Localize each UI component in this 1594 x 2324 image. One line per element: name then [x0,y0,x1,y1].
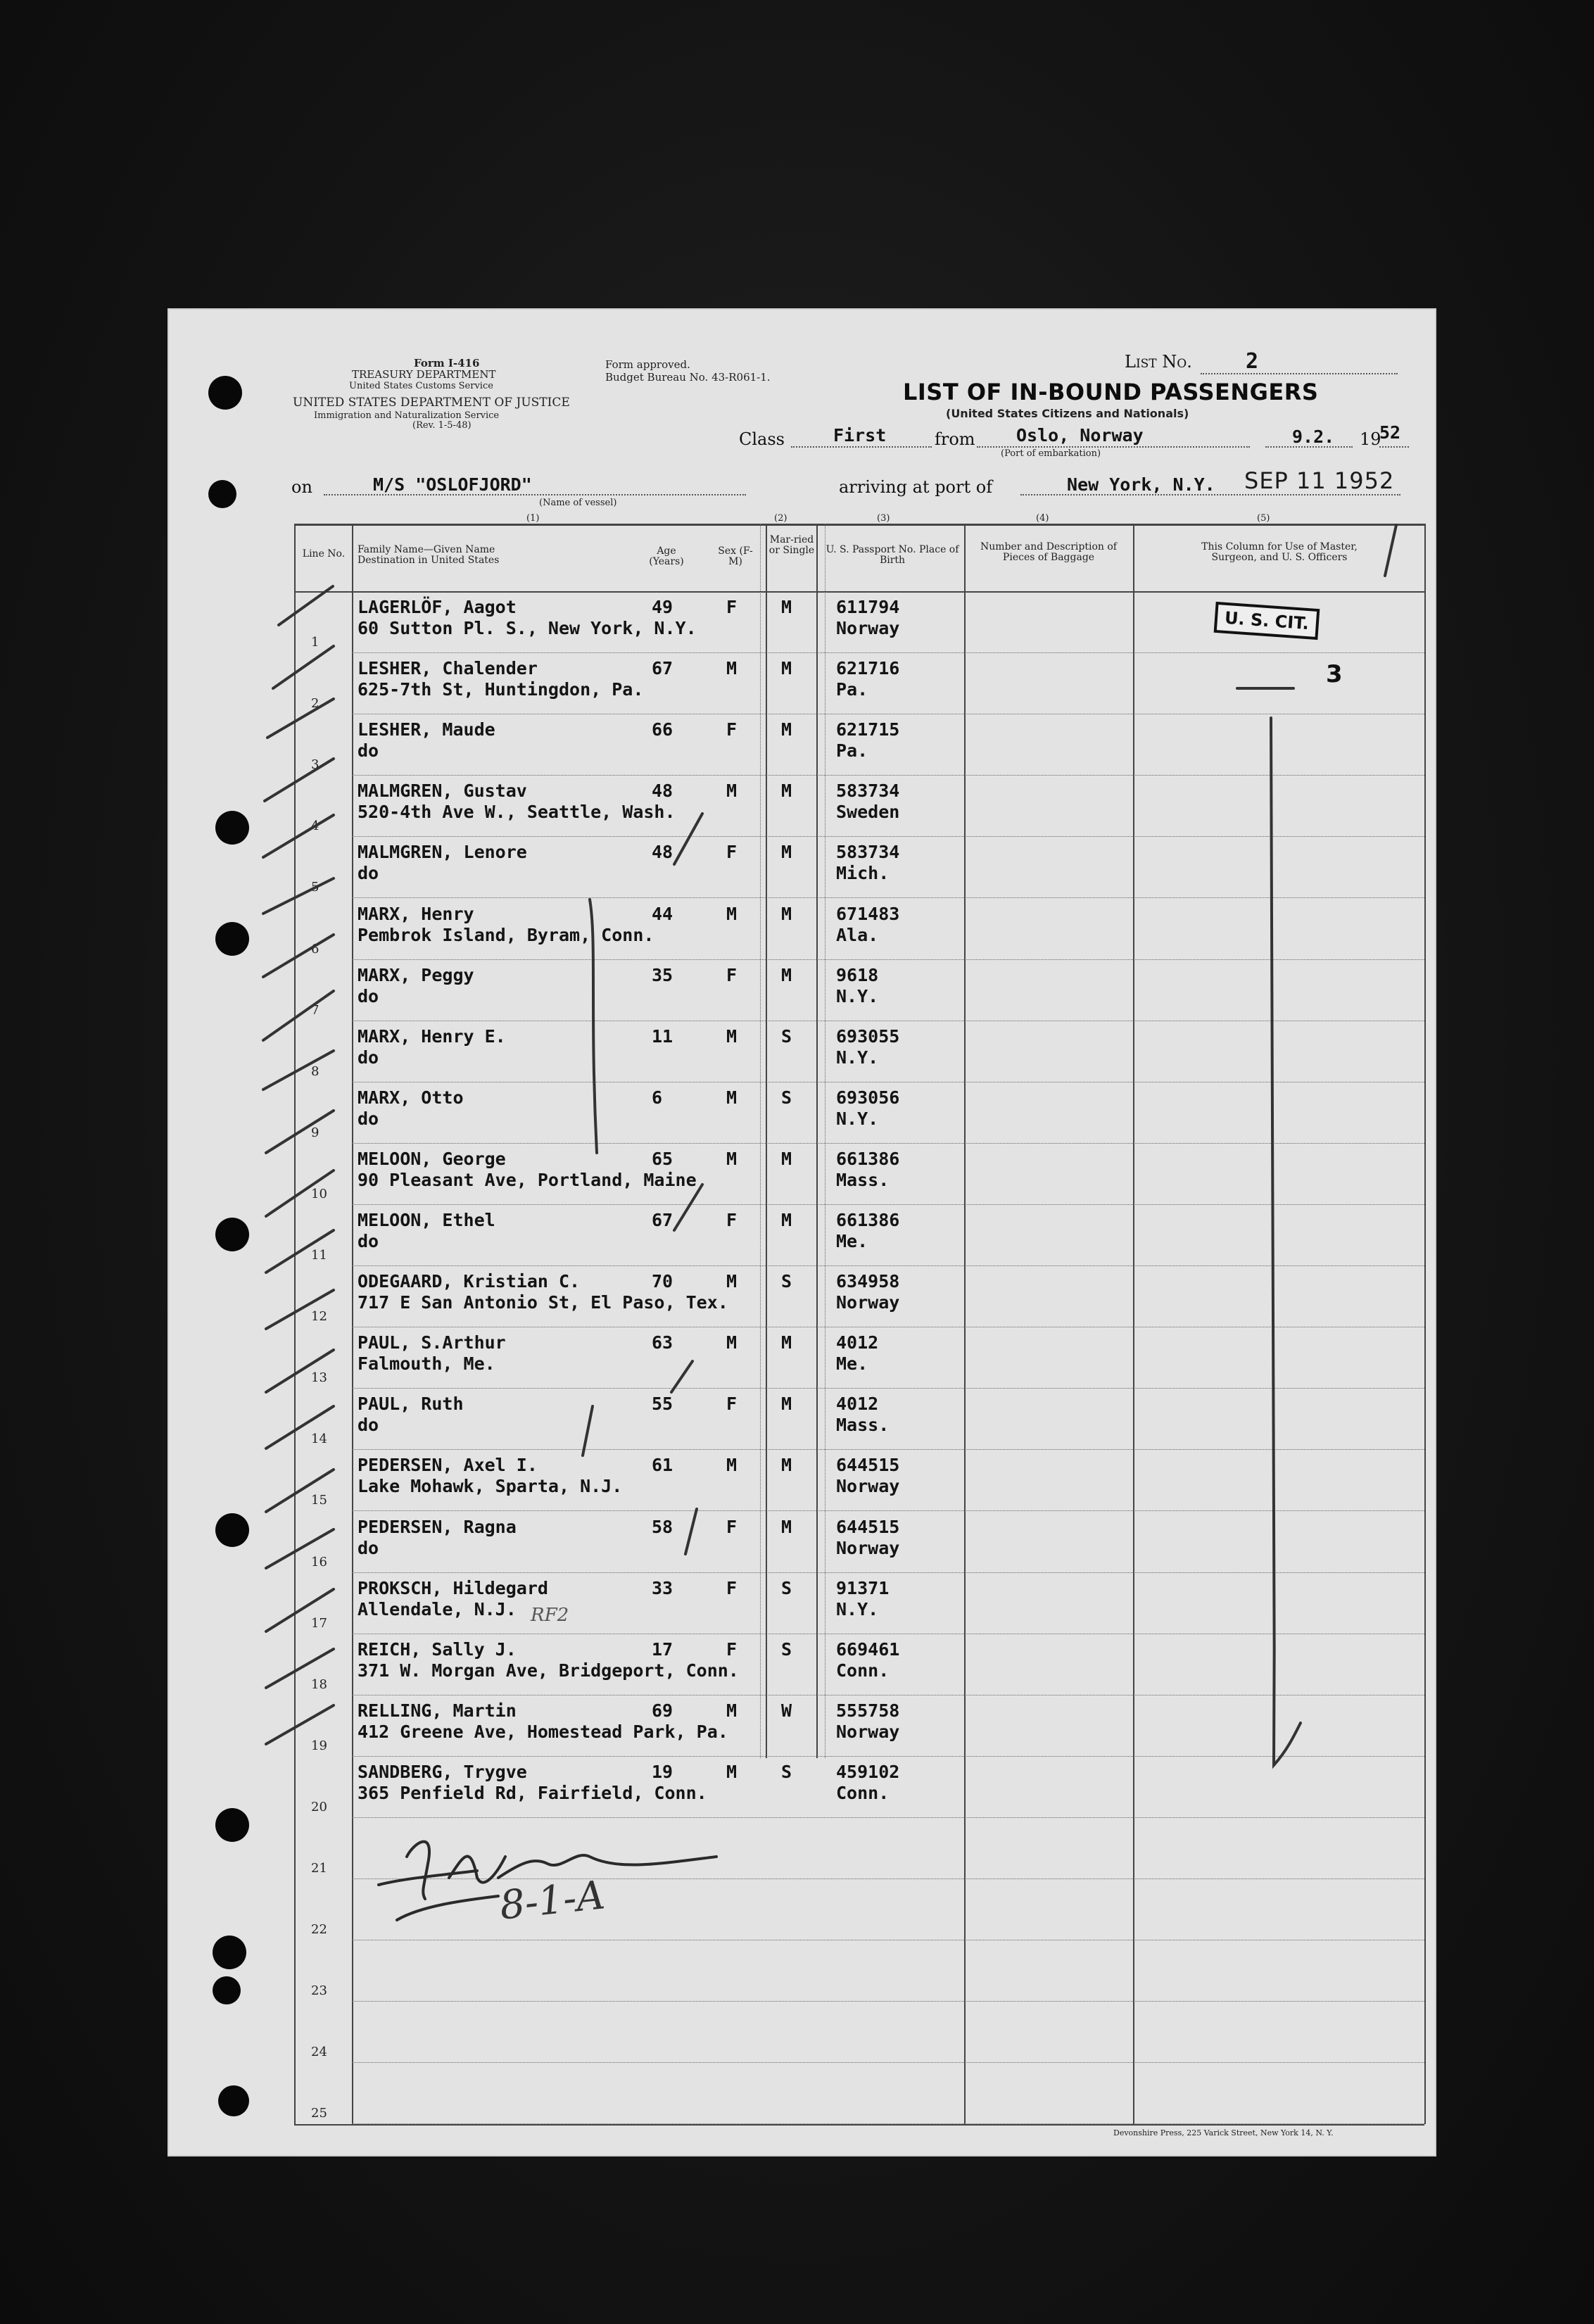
on-label: on [291,477,312,497]
passport-number: 583734 [836,842,900,863]
column-number: (1) [526,513,540,524]
passport-number: 4012 [836,1394,879,1415]
passenger-sex: M [726,1455,738,1476]
line-number: 18 [311,1676,327,1692]
passenger-sex: M [726,1761,738,1782]
passenger-sex: F [726,1577,738,1598]
passport-number: 4012 [836,1332,879,1353]
place-of-birth: Pa. [836,740,868,762]
passenger-destination: do [358,1108,379,1129]
place-of-birth: N.Y. [836,1047,879,1068]
check-mark [266,1589,334,1631]
passenger-age: 70 [652,1271,673,1292]
from-label: from [935,429,975,449]
passenger-age: 33 [652,1577,673,1598]
passenger-destination: 371 W. Morgan Ave, Bridgeport, Conn. [358,1660,739,1681]
passenger-sex: F [726,1210,738,1230]
passenger-destination: 90 Pleasant Ave, Portland, Maine [358,1169,697,1190]
check-mark [265,759,334,801]
passenger-marital-status: M [781,1148,792,1169]
pen-stroke [590,899,597,1153]
check-mark [266,1649,334,1688]
port-of-embarkation-caption: (Port of embarkation) [1001,448,1101,459]
line-number: 20 [311,1799,327,1814]
passenger-name: LESHER, Maude [358,719,495,740]
check-mark [266,1705,334,1744]
passenger-marital-status: S [781,1271,792,1292]
passenger-sex: M [726,1087,738,1108]
vessel-value: M/S "OSLOFJORD" [373,474,532,495]
line-number: 13 [311,1370,327,1386]
col-header-officers: This Column for Use of Master, Surgeon, and U. S. Officers [1201,541,1358,563]
passenger-marital-status: S [781,1577,792,1598]
check-mark [266,1170,334,1216]
passenger-destination: do [358,740,379,762]
vessel-caption: (Name of vessel) [539,498,617,508]
check-mark [263,878,334,914]
place-of-birth: Norway [836,1721,900,1742]
passenger-marital-status: M [781,1394,792,1415]
place-of-birth: Pa. [836,679,868,700]
passport-number: 583734 [836,781,900,802]
passenger-age: 67 [652,658,673,679]
passenger-marital-status: S [781,1761,792,1782]
passenger-sex: M [726,903,738,924]
passenger-sex: F [726,842,738,863]
place-of-birth: Me. [836,1231,868,1251]
check-mark [266,1350,334,1392]
passenger-destination: 520-4th Ave W., Seattle, Wash. [358,802,676,823]
line-number: 25 [311,2106,327,2121]
class-value: First [833,425,887,446]
passenger-age: 61 [652,1455,673,1476]
passenger-marital-status: S [781,1638,792,1660]
check-mark [263,935,334,977]
pen-stroke [671,1361,692,1392]
passenger-marital-status: S [781,1025,792,1047]
line-number: 15 [311,1493,327,1508]
citizen-count: 3 [1326,660,1343,688]
col-header-baggage: Number and Description of Pieces of Baggage [980,541,1117,563]
place-of-birth: Mass. [836,1415,890,1436]
passport-number: 693055 [836,1025,900,1047]
place-of-birth: Me. [836,1353,868,1375]
place-of-birth: N.Y. [836,985,879,1006]
passenger-destination: Allendale, N.J. [358,1598,517,1619]
passport-number: 459102 [836,1761,900,1782]
column-number: (5) [1257,513,1270,524]
passenger-name: PAUL, Ruth [358,1394,464,1415]
passenger-marital-status: M [781,842,792,863]
passenger-marital-status: M [781,1516,792,1537]
place-of-birth: Ala. [836,924,879,945]
col-header-name: Family Name—Given Name Destination in United States [358,544,500,566]
col-header-married: Mar-ried or Single [768,534,815,556]
page-subtitle: (United States Citizens and Nationals) [946,407,1189,420]
passport-number: 644515 [836,1455,900,1476]
budget-bureau: Budget Bureau No. 43-R061-1. [605,371,771,384]
passport-number: 555758 [836,1700,900,1721]
line-number: 3 [311,757,320,773]
line-number: 22 [311,1922,327,1938]
year-prefix: 19 [1360,429,1381,449]
pen-stroke [685,1509,697,1554]
page-title: LIST OF IN-BOUND PASSENGERS [903,379,1319,405]
passenger-name: SANDBERG, Trygve [358,1761,527,1782]
pen-stroke [1385,525,1396,576]
passenger-age: 58 [652,1516,673,1537]
passenger-destination: do [358,1537,379,1558]
form-revision: (Rev. 1-5-48) [412,420,472,431]
pen-stroke [1271,718,1301,1765]
treasury-department: TREASURY DEPARTMENT [352,368,496,381]
passenger-sex: M [726,1025,738,1047]
check-mark [263,1051,334,1090]
line-number: 5 [311,880,320,895]
passenger-age: 48 [652,842,673,863]
line-number: 24 [311,2045,327,2060]
handwritten-code: 8-1-A [498,1872,607,1929]
passenger-age: 66 [652,719,673,740]
passenger-destination: do [358,1415,379,1436]
line-number: 16 [311,1554,327,1570]
place-of-birth: Sweden [836,802,900,823]
check-mark [263,991,334,1040]
passenger-age: 19 [652,1761,673,1782]
passenger-destination: 625-7th St, Huntingdon, Pa. [358,679,644,700]
check-mark [266,1529,334,1568]
passenger-marital-status: M [781,903,792,924]
line-number: 8 [311,1063,320,1079]
passport-number: 693056 [836,1087,900,1108]
passenger-name: MARX, Otto [358,1087,464,1108]
line-number: 2 [311,696,320,712]
passenger-destination: do [358,863,379,884]
line-number: 11 [311,1248,327,1263]
passenger-name: MALMGREN, Lenore [358,842,527,863]
check-mark [266,1290,334,1329]
passenger-age: 35 [652,964,673,985]
passenger-age: 44 [652,903,673,924]
passenger-destination: 365 Penfield Rd, Fairfield, Conn. [358,1782,707,1803]
col-header-passport: U. S. Passport No. Place of Birth [826,544,959,566]
year-suffix: 52 [1379,422,1401,443]
line-number: 6 [311,941,320,956]
line-number: 14 [311,1432,327,1447]
passenger-name: PROKSCH, Hildegard [358,1577,548,1598]
passenger-age: 6 [652,1087,663,1108]
pen-stroke [583,1406,593,1455]
passenger-name: MARX, Henry [358,903,474,924]
check-mark [273,646,334,688]
passenger-age: 55 [652,1394,673,1415]
place-of-birth: Mich. [836,863,890,884]
line-number: 19 [311,1738,327,1753]
check-mark [263,815,334,857]
passenger-destination: do [358,1047,379,1068]
passenger-name: RELLING, Martin [358,1700,517,1721]
passport-number: 91371 [836,1577,890,1598]
arrival-date-stamp: SEP 11 1952 [1244,467,1395,494]
arriving-value: New York, N.Y. [1067,474,1215,495]
passenger-marital-status: M [781,1332,792,1353]
passenger-sex: M [726,1148,738,1169]
col-header-age: Age (Years) [649,545,684,567]
passenger-sex: M [726,658,738,679]
passenger-age: 17 [652,1638,673,1660]
col-header-sex: Sex (F-M) [718,545,753,567]
passenger-destination: 60 Sutton Pl. S., New York, N.Y. [358,618,697,638]
passenger-destination: 412 Greene Ave, Homestead Park, Pa. [358,1721,728,1742]
form-approved: Form approved. [605,358,690,371]
line-number: 10 [311,1186,327,1201]
check-mark [266,1470,334,1512]
list-no-value: 2 [1246,349,1259,374]
place-of-birth: Conn. [836,1782,890,1803]
passenger-marital-status: M [781,1455,792,1476]
passenger-sex: F [726,719,738,740]
check-mark [266,1406,334,1448]
form-number: Form I-416 [414,357,480,370]
passenger-name: MELOON, George [358,1148,506,1169]
passenger-age: 11 [652,1025,673,1047]
pen-stroke [674,814,702,864]
col-header-line-no: Line No. [302,548,346,560]
us-citizen-stamp: U. S. CIT. [1214,602,1320,640]
passenger-name: MARX, Peggy [358,964,474,985]
line-number: 17 [311,1615,327,1631]
passenger-marital-status: S [781,1087,792,1108]
justice-department: UNITED STATES DEPARTMENT OF JUSTICE [293,396,570,410]
column-number: (4) [1036,513,1049,524]
column-number: (3) [877,513,890,524]
passenger-marital-status: M [781,1210,792,1230]
passenger-destination: Lake Mohawk, Sparta, N.J. [358,1476,623,1497]
handwritten-initials: RF2 [531,1605,569,1626]
check-mark [267,699,334,738]
place-of-birth: Conn. [836,1660,890,1681]
passenger-sex: M [726,1332,738,1353]
passenger-sex: M [726,1271,738,1292]
signature [379,1842,716,1920]
passenger-marital-status: W [781,1700,792,1721]
place-of-birth: N.Y. [836,1108,879,1129]
passenger-name: REICH, Sally J. [358,1638,517,1660]
passenger-age: 67 [652,1210,673,1230]
line-number: 4 [311,819,320,834]
check-mark [279,586,333,625]
ins-service: Immigration and Naturalization Service [314,410,500,421]
date-value: 9.2. [1292,427,1335,447]
check-mark [266,1111,334,1153]
passport-number: 611794 [836,597,900,617]
passenger-name: MARX, Henry E. [358,1025,506,1047]
passenger-sex: M [726,781,738,802]
passenger-name: PEDERSEN, Axel I. [358,1455,538,1476]
printer-imprint: Devonshire Press, 225 Varick Street, New York 14, N. Y. [1113,2128,1334,2137]
passenger-sex: M [726,1700,738,1721]
passenger-marital-status: M [781,964,792,985]
line-number: 21 [311,1861,327,1876]
from-value: Oslo, Norway [1016,425,1144,446]
passenger-sex: F [726,1394,738,1415]
passenger-destination: Falmouth, Me. [358,1353,495,1375]
place-of-birth: Norway [836,618,900,638]
passenger-name: PEDERSEN, Ragna [358,1516,517,1537]
place-of-birth: N.Y. [836,1598,879,1619]
passport-number: 621715 [836,719,900,740]
pen-stroke [674,1185,702,1230]
passenger-marital-status: M [781,658,792,679]
passport-number: 634958 [836,1271,900,1292]
passenger-sex: F [726,597,738,617]
passport-number: 644515 [836,1516,900,1537]
passenger-name: LESHER, Chalender [358,658,538,679]
passenger-age: 65 [652,1148,673,1169]
arriving-label: arriving at port of [839,477,993,497]
passenger-sex: F [726,1638,738,1660]
passport-number: 661386 [836,1210,900,1230]
passenger-sex: F [726,964,738,985]
passenger-name: MALMGREN, Gustav [358,781,527,802]
passenger-name: PAUL, S.Arthur [358,1332,506,1353]
passenger-name: MELOON, Ethel [358,1210,495,1230]
passenger-age: 69 [652,1700,673,1721]
passenger-sex: F [726,1516,738,1537]
passenger-marital-status: M [781,597,792,617]
passenger-marital-status: M [781,719,792,740]
check-mark [266,1230,334,1272]
line-number: 9 [311,1125,320,1140]
customs-service: United States Customs Service [349,381,493,391]
handwritten-marks [167,308,1436,2156]
passport-number: 661386 [836,1148,900,1169]
passport-number: 9618 [836,964,879,985]
list-no-label: List No. [1125,352,1192,372]
passenger-marital-status: M [781,781,792,802]
passenger-name: ODEGAARD, Kristian C. [358,1271,581,1292]
passport-number: 669461 [836,1638,900,1660]
passenger-destination: do [358,1231,379,1251]
line-number: 7 [311,1002,320,1018]
place-of-birth: Norway [836,1476,900,1497]
column-number: (2) [774,513,787,524]
passenger-age: 49 [652,597,673,617]
passport-number: 621716 [836,658,900,679]
passport-number: 671483 [836,903,900,924]
place-of-birth: Norway [836,1537,900,1558]
passenger-age: 48 [652,781,673,802]
class-label: Class [739,429,785,449]
manifest-page [167,308,1436,2156]
line-number: 12 [311,1309,327,1325]
line-number: 23 [311,1983,327,1999]
place-of-birth: Norway [836,1292,900,1313]
place-of-birth: Mass. [836,1169,890,1190]
passenger-age: 63 [652,1332,673,1353]
passenger-destination: Pembrok Island, Byram, Conn. [358,924,654,945]
passenger-name: LAGERLÖF, Aagot [358,597,517,617]
passenger-destination: 717 E San Antonio St, El Paso, Tex. [358,1292,728,1313]
line-number: 1 [311,635,320,650]
passenger-destination: do [358,985,379,1006]
